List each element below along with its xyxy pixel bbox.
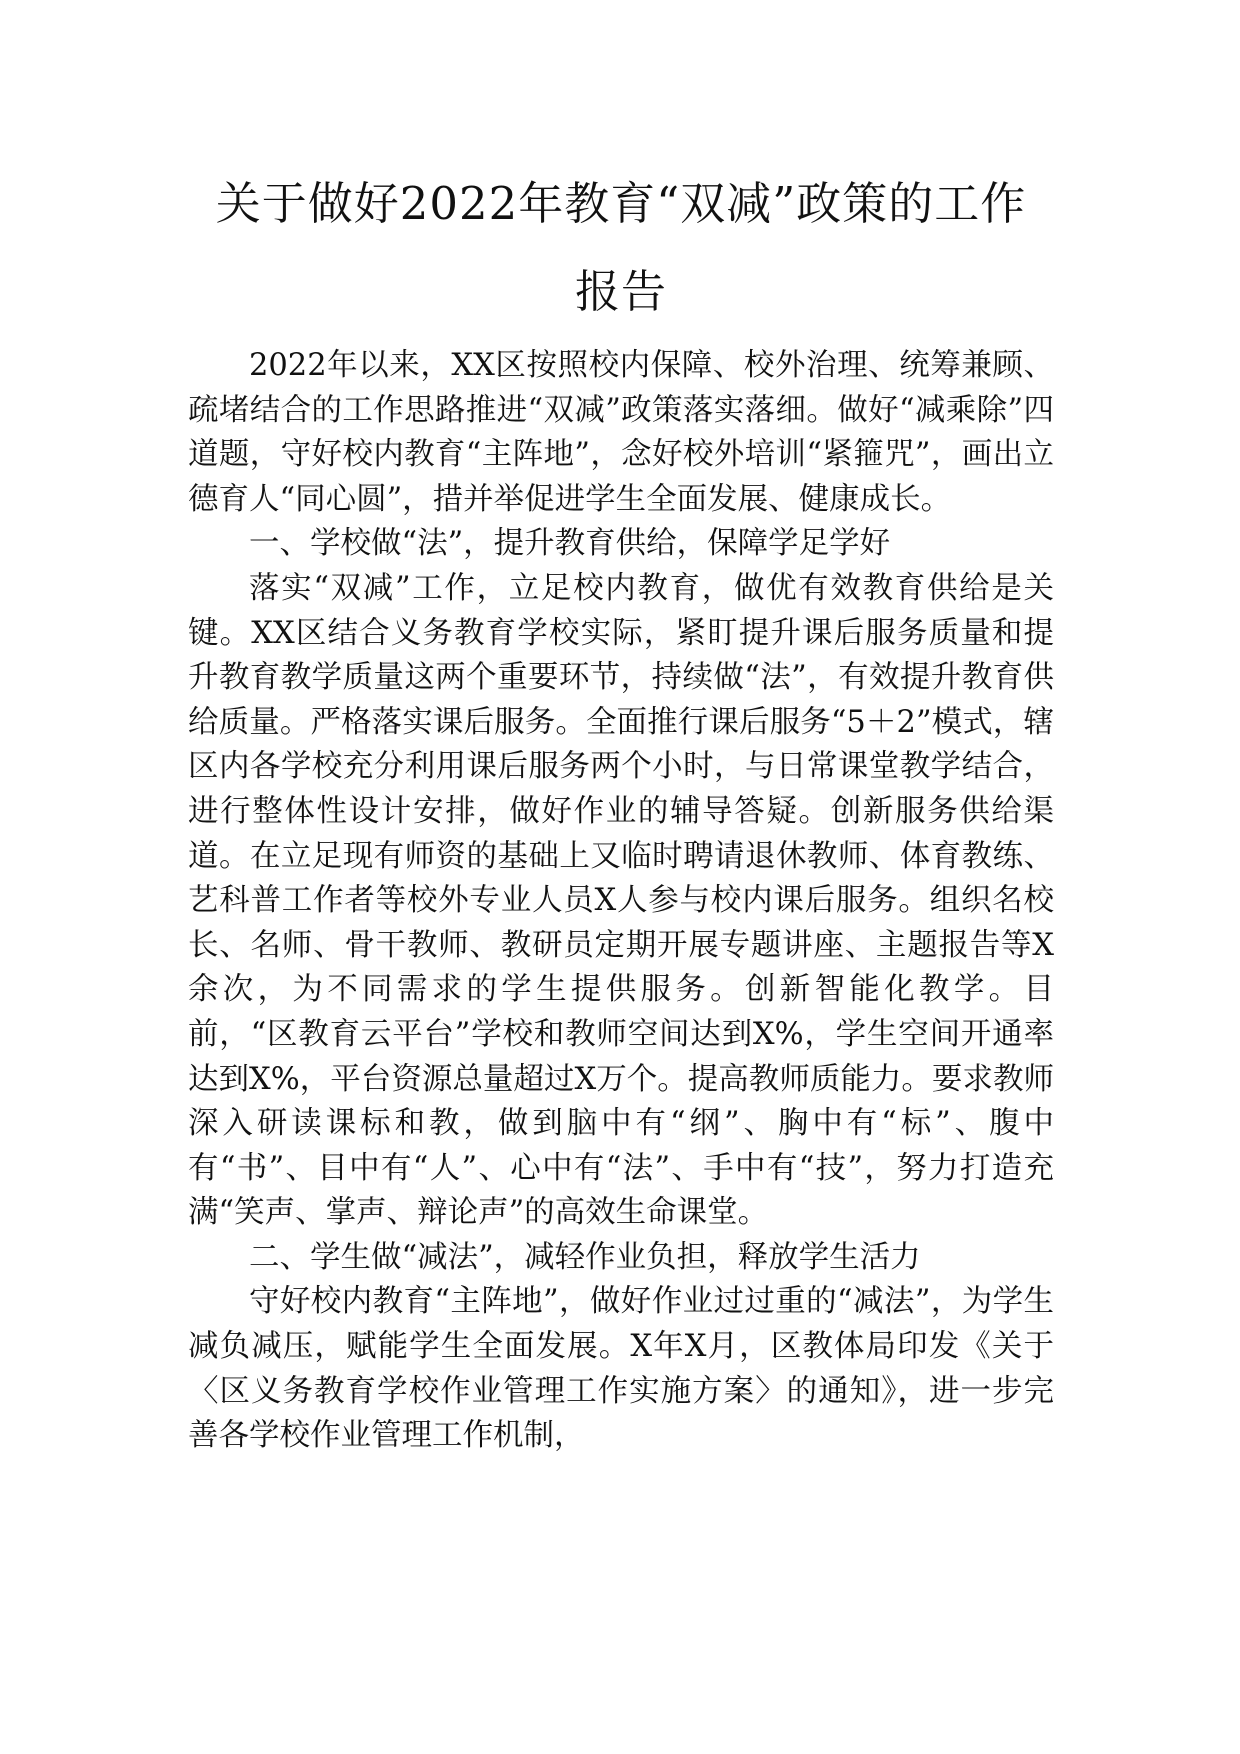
document-page bbox=[188, 160, 1054, 1459]
intro-paragraph: 2022年以来，XX区按照校内保障、校外治理、统筹兼顾、疏堵结合的工作思路推进“双减”政策落实落细。做好“减乘除”四道题，守好校内教育“主阵地”，念好校外培训“紧箍咒”，画出立德育人“同心圆”，措并举促进学生全面发展、健康成长。 bbox=[188, 348, 1054, 517]
section-1-paragraph: 落实“双减”工作，立足校内教育，做优有效教育供给是关键。XX区结合义务教育学校实际，紧盯提升课后服务质量和提升教育教学质量这两个重要环节，持续做“法”，有效提升教育供给质量。严格落实课后服务。全面推行课后服务“5＋2”模式，辖区内各学校充分利用课后服务两个小时，与日常课堂教学结合，进行整体性设计安排，做好作业的辅导答疑。创新服务供给渠道。在立足现有师资的基础上又临时聘请退休教师、体育教练、艺科普工作者等校外专业人员X人参与校内课后服务。组织名校长、名师、骨干教师、教研员定期开展专题讲座、主题报告等X余次，为不同需求的学生提供服务。创新智能化教学。目前，“区教育云平台”学校和教师空间达到X%，学生空间开通率达到X%，平台资源总量超过X万个。提高教师质能力。要求教师深入研读课标和教，做到脑中有“纲”、胸中有“标”、腹中有“书”、目中有“人”、心中有“法”、手中有“技”，努力打造充满“笑声、掌声、辩论声”的高效生命课堂。 bbox=[188, 570, 1054, 1231]
section-heading-2: 二、学生做“减法”，减轻作业负担，释放学生活力 bbox=[249, 1239, 921, 1275]
title-line-2: 报告 bbox=[574, 265, 667, 318]
document-body bbox=[188, 344, 1054, 1459]
section-heading-1: 一、学校做“法”，提升教育供给，保障学足学好 bbox=[249, 526, 891, 562]
section-2-paragraph: 守好校内教育“主阵地”，做好作业过过重的“减法”，为学生减负减压，赋能学生全面发展。X年X月，区教体局印发《关于〈区义务教育学校作业管理工作实施方案〉的通知》，进一步完善各学校作业管理工作机制， bbox=[188, 1284, 1054, 1454]
title-line-1: 关于做好2022年教育“双减”政策的工作 bbox=[215, 177, 1027, 230]
document-title bbox=[188, 160, 1054, 336]
